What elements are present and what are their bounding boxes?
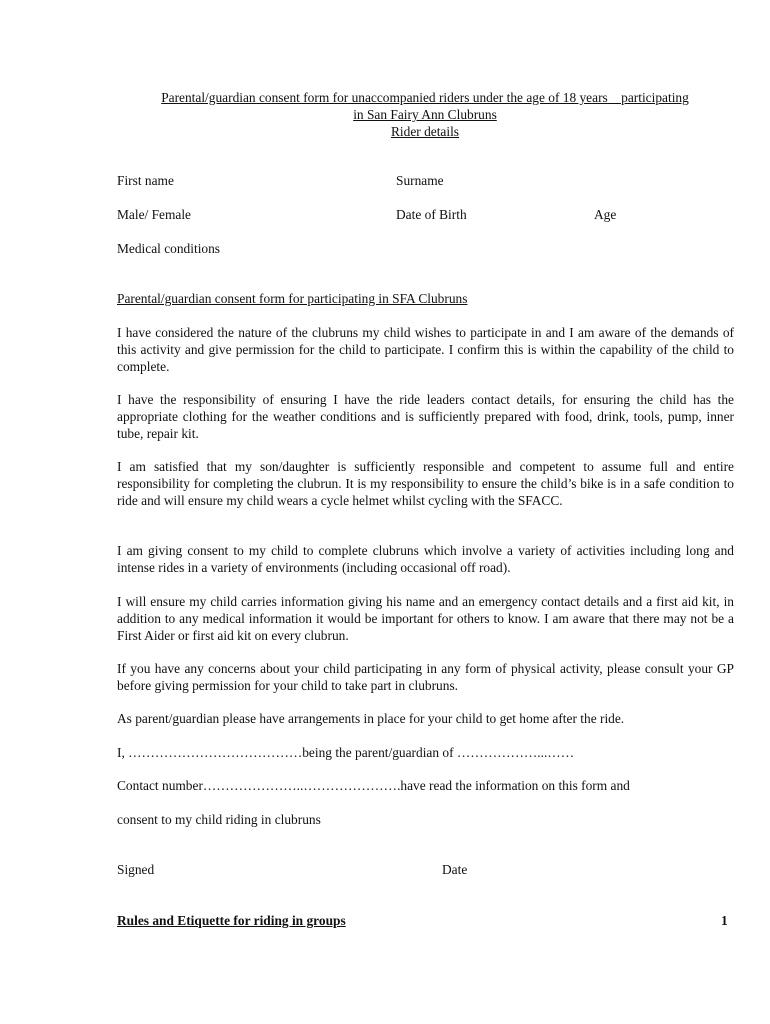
consent-paragraph-3: I am satisfied that my son/daughter is sufficiently responsible and competent to assume full and entire responsibility for completing the clubrun. It is my responsibility to ensure the child’s bike is in a safe condition to ride and will ensure my child wears a cycle helmet whilst cycling with the SFACC. [117,459,734,508]
age-label: Age [594,207,617,222]
consent-paragraph-1: I have considered the nature of the clubruns my child wishes to participate in and I am aware of the demands of this activity and give permission for the child to participate. I confirm this is within the capability of the child to complete. [117,325,734,374]
consent-paragraph-6: If you have any concerns about your child participating in any form of physical activity, please consult your GP before giving permission for your child to take part in clubruns. [117,661,734,693]
declaration-contact-line: Contact number…………………..………………….have read the information on this form and [117,778,630,793]
rules-heading: Rules and Etiquette for riding in groups [117,913,346,928]
medical-conditions-label: Medical conditions [117,241,221,256]
signed-label: Signed [117,862,155,877]
declaration-parent-line: I, …………………………………being the parent/guardian of ………………...…… [117,745,575,760]
consent-paragraph-4: I am giving consent to my child to complete clubruns which involve a variety of activities including long and intense rides in a variety of environments (including occasional off road). [117,543,734,575]
surname-label: Surname [396,173,444,188]
consent-paragraph-2: I have the responsibility of ensuring I have the ride leaders contact details, for ensuring the child has the appropriate clothing for the weather conditions and is sufficiently prepared with food, drink, tools, pump, inner tube, repair kit. [117,392,734,441]
consent-paragraph-7: As parent/guardian please have arrangements in place for your child to get home after the ride. [117,711,625,726]
consent-heading: Parental/guardian consent form for participating in SFA Clubruns [117,291,468,306]
gender-label: Male/ Female [117,207,191,222]
title-line-3: Rider details [390,124,460,139]
date-label: Date [442,862,468,877]
page-number: 1 [721,913,728,928]
declaration-consent-line: consent to my child riding in clubruns [117,812,321,827]
form-title [112,89,738,140]
consent-paragraph-5: I will ensure my child carries information giving his name and an emergency contact details and a first aid kit, in addition to any medical information it would be important for others to know. I am aware that there may not be a First Aider or first aid kit on every clubrun. [117,594,734,643]
title-line-2: in San Fairy Ann Clubruns [353,107,497,122]
first-name-label: First name [117,173,174,188]
title-line-1: Parental/guardian consent form for unaccompanied riders under the age of 18 years participating [161,90,689,105]
date-of-birth-label: Date of Birth [396,207,467,222]
